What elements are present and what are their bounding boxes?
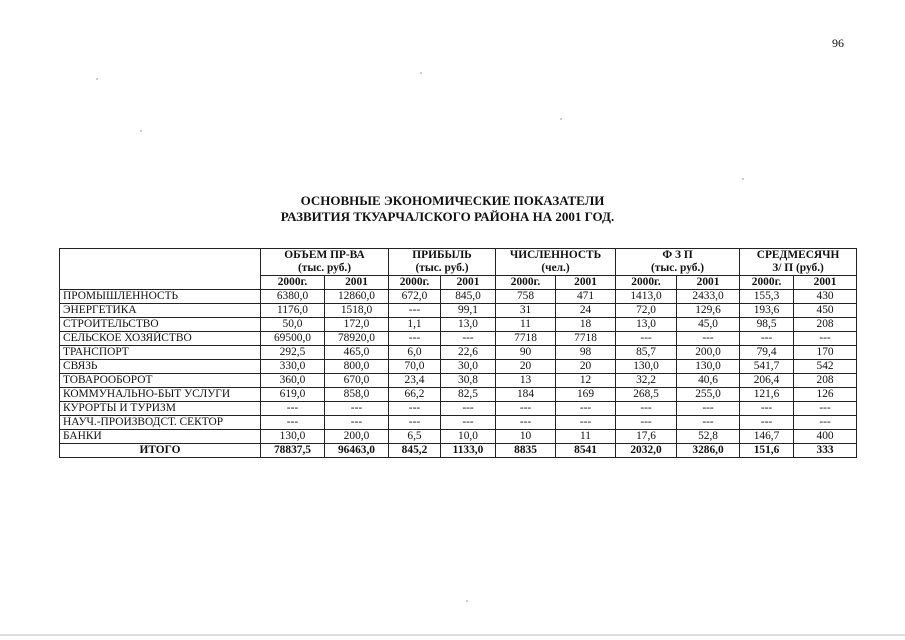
table-body xyxy=(60,290,857,458)
value-cell: 845,2 xyxy=(389,444,441,458)
year-header: 2000г. xyxy=(740,276,794,290)
value-cell: 30,8 xyxy=(441,374,496,388)
value-cell: --- xyxy=(616,332,677,346)
value-cell: 206,4 xyxy=(740,374,794,388)
value-cell: 6,5 xyxy=(389,430,441,444)
row-label: СТРОИТЕЛЬСТВО xyxy=(60,318,261,332)
value-cell: 11 xyxy=(556,430,616,444)
value-cell: 70,0 xyxy=(389,360,441,374)
table-row xyxy=(60,388,857,402)
value-cell: --- xyxy=(389,402,441,416)
value-cell: 20 xyxy=(556,360,616,374)
value-cell: 200,0 xyxy=(677,346,740,360)
value-cell: 99,1 xyxy=(441,304,496,318)
header-corner-cell xyxy=(60,249,261,290)
value-cell: 90 xyxy=(496,346,556,360)
value-cell: --- xyxy=(261,402,325,416)
value-cell: 172,0 xyxy=(325,318,389,332)
value-cell: 670,0 xyxy=(325,374,389,388)
value-cell: --- xyxy=(261,416,325,430)
group-unit: (чел.) xyxy=(541,262,570,274)
value-cell: 6380,0 xyxy=(261,290,325,304)
value-cell: --- xyxy=(389,416,441,430)
scan-speck xyxy=(420,72,422,74)
value-cell: 200,0 xyxy=(325,430,389,444)
table-row xyxy=(60,318,857,332)
value-cell: --- xyxy=(740,416,794,430)
value-cell: --- xyxy=(794,416,857,430)
row-label: ЭНЕРГЕТИКА xyxy=(60,304,261,318)
group-name: ПРИБЫЛЬ xyxy=(412,249,472,261)
value-cell: 208 xyxy=(794,374,857,388)
value-cell: 169 xyxy=(556,388,616,402)
group-header-volume xyxy=(261,249,389,276)
group-unit: (тыс. руб.) xyxy=(650,262,705,274)
value-cell: 45,0 xyxy=(677,318,740,332)
table-row xyxy=(60,346,857,360)
row-label: БАНКИ xyxy=(60,430,261,444)
value-cell: 72,0 xyxy=(616,304,677,318)
value-cell: 360,0 xyxy=(261,374,325,388)
year-header: 2000г. xyxy=(261,276,325,290)
value-cell: --- xyxy=(389,332,441,346)
value-cell: 2433,0 xyxy=(677,290,740,304)
value-cell: 13 xyxy=(496,374,556,388)
value-cell: 758 xyxy=(496,290,556,304)
year-header: 2000г. xyxy=(496,276,556,290)
value-cell: 858,0 xyxy=(325,388,389,402)
value-cell: 24 xyxy=(556,304,616,318)
group-name: СРЕДМЕСЯЧН xyxy=(756,249,840,261)
value-cell: 800,0 xyxy=(325,360,389,374)
value-cell: 96463,0 xyxy=(325,444,389,458)
document-title xyxy=(0,193,905,225)
group-unit: (тыс. руб.) xyxy=(297,262,352,274)
value-cell: --- xyxy=(740,402,794,416)
value-cell: 66,2 xyxy=(389,388,441,402)
value-cell: 23,4 xyxy=(389,374,441,388)
value-cell: 3286,0 xyxy=(677,444,740,458)
value-cell: --- xyxy=(441,332,496,346)
value-cell: 82,5 xyxy=(441,388,496,402)
value-cell: --- xyxy=(556,416,616,430)
scan-speck xyxy=(96,78,98,80)
value-cell: 130,0 xyxy=(616,360,677,374)
value-cell: 155,3 xyxy=(740,290,794,304)
value-cell: 126 xyxy=(794,388,857,402)
value-cell: 30,0 xyxy=(441,360,496,374)
value-cell: 542 xyxy=(794,360,857,374)
row-label: КОММУНАЛЬНО-БЫТ УСЛУГИ xyxy=(60,388,261,402)
value-cell: 430 xyxy=(794,290,857,304)
value-cell: 1133,0 xyxy=(441,444,496,458)
value-cell: 32,2 xyxy=(616,374,677,388)
value-cell: --- xyxy=(616,416,677,430)
value-cell: 6,0 xyxy=(389,346,441,360)
value-cell: 208 xyxy=(794,318,857,332)
value-cell: 1413,0 xyxy=(616,290,677,304)
value-cell: 12 xyxy=(556,374,616,388)
value-cell: 2032,0 xyxy=(616,444,677,458)
value-cell: 672,0 xyxy=(389,290,441,304)
value-cell: 450 xyxy=(794,304,857,318)
value-cell: --- xyxy=(794,402,857,416)
scan-speck xyxy=(140,130,142,132)
table-row xyxy=(60,416,857,430)
value-cell: 79,4 xyxy=(740,346,794,360)
value-cell: 10 xyxy=(496,430,556,444)
table-row xyxy=(60,402,857,416)
value-cell: 170 xyxy=(794,346,857,360)
value-cell: --- xyxy=(794,332,857,346)
row-label: ПРОМЫШЛЕННОСТЬ xyxy=(60,290,261,304)
group-unit: З/ П (руб.) xyxy=(772,262,824,274)
value-cell: 268,5 xyxy=(616,388,677,402)
row-label: ТРАНСПОРТ xyxy=(60,346,261,360)
group-header-avg-salary xyxy=(740,249,857,276)
value-cell: --- xyxy=(441,416,496,430)
group-name: ОБЪЕМ ПР-ВА xyxy=(284,249,365,261)
value-cell: 8835 xyxy=(496,444,556,458)
value-cell: 1,1 xyxy=(389,318,441,332)
value-cell: 130,0 xyxy=(261,430,325,444)
row-label: СЕЛЬСКОЕ ХОЗЯЙСТВО xyxy=(60,332,261,346)
title-line-1: ОСНОВНЫЕ ЭКОНОМИЧЕСКИЕ ПОКАЗАТЕЛИ xyxy=(300,193,605,208)
row-label: СВЯЗЬ xyxy=(60,360,261,374)
value-cell: --- xyxy=(325,416,389,430)
value-cell: 255,0 xyxy=(677,388,740,402)
value-cell: --- xyxy=(677,416,740,430)
value-cell: --- xyxy=(325,402,389,416)
value-cell: 20 xyxy=(496,360,556,374)
economic-indicators-table xyxy=(59,248,857,458)
year-header: 2000г. xyxy=(389,276,441,290)
value-cell: 333 xyxy=(794,444,857,458)
total-row xyxy=(60,444,857,458)
year-header: 2001 xyxy=(794,276,857,290)
value-cell: 85,7 xyxy=(616,346,677,360)
row-label: КУРОРТЫ И ТУРИЗМ xyxy=(60,402,261,416)
group-header-headcount xyxy=(496,249,616,276)
value-cell: 13,0 xyxy=(616,318,677,332)
value-cell: --- xyxy=(496,416,556,430)
value-cell: 330,0 xyxy=(261,360,325,374)
header-row-groups xyxy=(60,249,857,276)
value-cell: 31 xyxy=(496,304,556,318)
value-cell: 12860,0 xyxy=(325,290,389,304)
value-cell: 465,0 xyxy=(325,346,389,360)
value-cell: 7718 xyxy=(496,332,556,346)
table-row xyxy=(60,290,857,304)
total-label: ИТОГО xyxy=(60,444,261,458)
table-row xyxy=(60,304,857,318)
value-cell: 130,0 xyxy=(677,360,740,374)
value-cell: --- xyxy=(740,332,794,346)
value-cell: 98 xyxy=(556,346,616,360)
value-cell: 129,6 xyxy=(677,304,740,318)
value-cell: 193,6 xyxy=(740,304,794,318)
year-header: 2001 xyxy=(325,276,389,290)
table-row xyxy=(60,374,857,388)
value-cell: --- xyxy=(441,402,496,416)
scan-edge-line xyxy=(0,634,905,636)
value-cell: 619,0 xyxy=(261,388,325,402)
value-cell: 8541 xyxy=(556,444,616,458)
value-cell: 541,7 xyxy=(740,360,794,374)
page-number: 96 xyxy=(832,36,844,50)
group-header-payroll xyxy=(616,249,740,276)
year-header: 2001 xyxy=(441,276,496,290)
title-line-2: РАЗВИТИЯ ТКУАРЧАЛСКОГО РАЙОНА НА 2001 ГОД. xyxy=(280,209,615,224)
value-cell: --- xyxy=(389,304,441,318)
table-row xyxy=(60,430,857,444)
value-cell: 1176,0 xyxy=(261,304,325,318)
scan-speck xyxy=(466,600,468,602)
value-cell: 40,6 xyxy=(677,374,740,388)
value-cell: 11 xyxy=(496,318,556,332)
value-cell: 1518,0 xyxy=(325,304,389,318)
value-cell: 18 xyxy=(556,318,616,332)
value-cell: 17,6 xyxy=(616,430,677,444)
value-cell: 50,0 xyxy=(261,318,325,332)
value-cell: --- xyxy=(556,402,616,416)
year-header: 2001 xyxy=(677,276,740,290)
value-cell: 78837,5 xyxy=(261,444,325,458)
value-cell: --- xyxy=(616,402,677,416)
value-cell: 292,5 xyxy=(261,346,325,360)
value-cell: --- xyxy=(496,402,556,416)
scan-speck xyxy=(742,178,744,180)
value-cell: 184 xyxy=(496,388,556,402)
value-cell: 13,0 xyxy=(441,318,496,332)
value-cell: 151,6 xyxy=(740,444,794,458)
value-cell: 121,6 xyxy=(740,388,794,402)
value-cell: 52,8 xyxy=(677,430,740,444)
value-cell: 22,6 xyxy=(441,346,496,360)
value-cell: 98,5 xyxy=(740,318,794,332)
value-cell: 845,0 xyxy=(441,290,496,304)
row-label: НАУЧ.-ПРОИЗВОДСТ. СЕКТОР xyxy=(60,416,261,430)
value-cell: 400 xyxy=(794,430,857,444)
value-cell: 146,7 xyxy=(740,430,794,444)
value-cell: 471 xyxy=(556,290,616,304)
group-header-profit xyxy=(389,249,496,276)
group-name: Ф З П xyxy=(662,249,693,261)
value-cell: 10,0 xyxy=(441,430,496,444)
year-header: 2001 xyxy=(556,276,616,290)
table-row xyxy=(60,332,857,346)
group-unit: (тыс. руб.) xyxy=(415,262,469,274)
table-row xyxy=(60,360,857,374)
value-cell: 7718 xyxy=(556,332,616,346)
value-cell: 69500,0 xyxy=(261,332,325,346)
value-cell: 78920,0 xyxy=(325,332,389,346)
row-label: ТОВАРООБОРОТ xyxy=(60,374,261,388)
scan-speck xyxy=(560,118,562,120)
year-header: 2000г. xyxy=(616,276,677,290)
value-cell: --- xyxy=(677,402,740,416)
value-cell: --- xyxy=(677,332,740,346)
group-name: ЧИСЛЕННОСТЬ xyxy=(509,249,602,261)
